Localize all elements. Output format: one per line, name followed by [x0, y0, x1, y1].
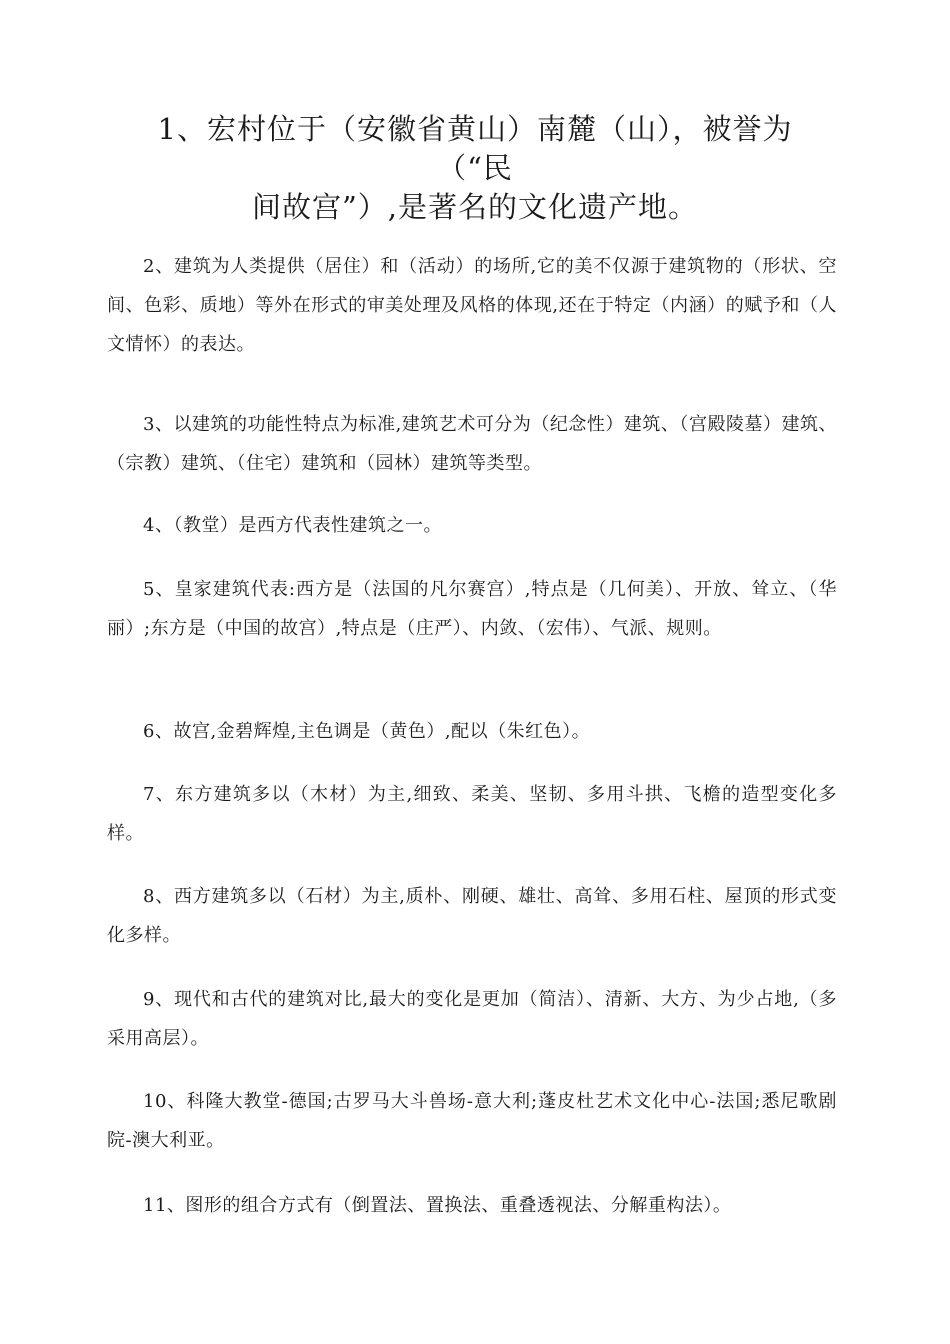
question-10-paragraph: 10、科隆大教堂-德国;古罗马大斗兽场-意大利;蓬皮杜艺术文化中心-法国;悉尼歌剧院-澳大利亚。: [107, 1091, 837, 1151]
question-2-paragraph: 2、建筑为人类提供（居住）和（活动）的场所,它的美不仅源于建筑物的（形状、空间、色彩、质地）等外在形式的审美处理及风格的体现,还在于特定（内涵）的赋予和（人文情怀）的表达。: [107, 256, 837, 355]
question-4-paragraph: 4、（教堂）是西方代表性建筑之一。: [143, 515, 442, 536]
title-line: 间故宫”）,是著名的文化遗产地。: [251, 190, 699, 224]
question-9-paragraph: 9、现代和古代的建筑对比,最大的变化是更加（简洁）、清新、大方、为少占地,（多采用高层）。: [107, 989, 837, 1049]
question-11-paragraph: 11、图形的组合方式有（倒置法、置换法、重叠透视法、分解重构法）。: [143, 1195, 732, 1216]
question-5-paragraph: 5、皇家建筑代表:西方是（法国的凡尔赛宫）,特点是（几何美）、开放、耸立、（华丽）;东方是（中国的故宫）,特点是（庄严）、内敛、（宏伟）、气派、规则。: [107, 579, 837, 639]
question-7-paragraph: 7、东方建筑多以（木材）为主,细致、柔美、坚韧、多用斗拱、飞檐的造型变化多样。: [107, 784, 837, 844]
question-1-title: [110, 110, 840, 227]
question-6-paragraph: 6、故宫,金碧辉煌,主色调是（黄色）,配以（朱红色）。: [143, 721, 591, 742]
title-line: （“民: [437, 151, 513, 185]
title-line: 1、宏村位于（安徽省黄山）南麓（山），被誉为: [157, 112, 793, 146]
question-8-paragraph: 8、西方建筑多以（石材）为主,质朴、刚硬、雄壮、高耸、多用石柱、屋顶的形式变化多样。: [107, 886, 837, 946]
question-3-paragraph: 3、以建筑的功能性特点为标准,建筑艺术可分为（纪念性）建筑、（宫殿陵墓）建筑、（宗教）建筑、（住宅）建筑和（园林）建筑等类型。: [107, 414, 837, 474]
